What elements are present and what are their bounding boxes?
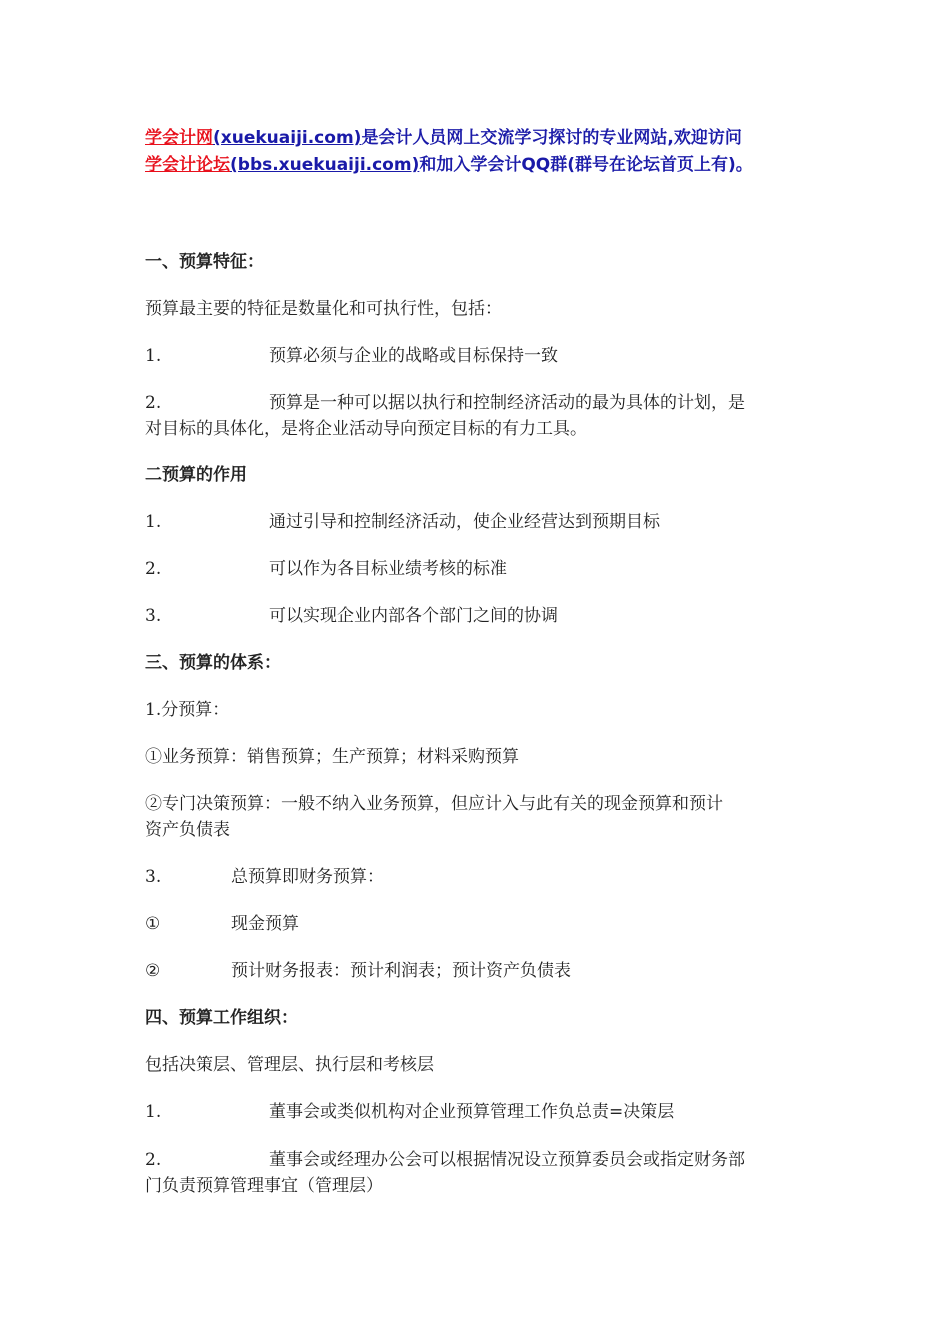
list-item (145, 1148, 745, 1172)
item-text: 董事会或类似机构对企业预算管理工作负总责=决策层 (269, 1102, 675, 1122)
item-text: 预算是一种可以据以执行和控制经济活动的最为具体的计划，是 (269, 393, 745, 413)
item-text: 现金预算 (231, 914, 299, 934)
list-item (145, 1100, 674, 1124)
item-number: 1. (145, 512, 162, 532)
forum-name-link[interactable]: 学会计论坛 (145, 155, 230, 175)
item-number: 2. (145, 393, 162, 413)
item-number: 2. (145, 1150, 162, 1170)
list-item (145, 959, 571, 983)
site-name-link[interactable]: 学会计网 (145, 128, 213, 148)
item-number: 2. (145, 559, 162, 579)
list-item (145, 604, 558, 628)
item-number: 1. (145, 346, 162, 366)
item-text: 预计财务报表：预计利润表；预计资产负债表 (231, 961, 571, 981)
list-item (145, 912, 299, 936)
item-text: 通过引导和控制经济活动，使企业经营达到预期目标 (269, 512, 660, 532)
item-text-continued: 资产负债表 (145, 820, 230, 840)
section-1-title: 一、预算特征： (145, 252, 264, 272)
section-1-intro: 预算最主要的特征是数量化和可执行性，包括： (145, 299, 502, 319)
list-item (145, 557, 507, 581)
sub-heading (145, 865, 384, 889)
forum-description: 和加入学会计QQ群(群号在论坛首页上有)。 (419, 155, 753, 175)
section-4-title: 四、预算工作组织： (145, 1008, 298, 1028)
list-item (145, 510, 660, 534)
item-number: ② (145, 961, 161, 981)
list-item (145, 391, 745, 415)
item-text-continued: 对目标的具体化，是将企业活动导向预定目标的有力工具。 (145, 419, 587, 439)
site-header (145, 125, 825, 179)
forum-url-link[interactable]: (bbs.xuekuaiji.com) (230, 155, 420, 175)
section-2-title: 二预算的作用 (145, 465, 247, 485)
item-number: ① (145, 914, 161, 934)
sub-heading: 1.分预算： (145, 700, 230, 720)
site-description: 是会计人员网上交流学习探讨的专业网站,欢迎访问 (361, 128, 742, 148)
item-number: 3. (145, 867, 162, 887)
site-url-link[interactable]: (xuekuaiji.com) (213, 128, 362, 148)
list-item: ①业务预算：销售预算；生产预算；材料采购预算 (145, 747, 519, 767)
list-item (145, 344, 558, 368)
section-4-intro: 包括决策层、管理层、执行层和考核层 (145, 1055, 434, 1075)
item-text: 可以实现企业内部各个部门之间的协调 (269, 606, 558, 626)
section-3-title: 三、预算的体系： (145, 653, 281, 673)
item-text: 预算必须与企业的战略或目标保持一致 (269, 346, 558, 366)
item-text: 总预算即财务预算： (231, 867, 384, 887)
item-text: 董事会或经理办公会可以根据情况设立预算委员会或指定财务部 (269, 1150, 745, 1170)
item-number: 3. (145, 606, 162, 626)
item-number: 1. (145, 1102, 162, 1122)
list-item: ②专门决策预算：一般不纳入业务预算，但应计入与此有关的现金预算和预计 (145, 794, 723, 814)
item-text-continued: 门负责预算管理事宜（管理层） (145, 1176, 383, 1196)
item-text: 可以作为各目标业绩考核的标准 (269, 559, 507, 579)
